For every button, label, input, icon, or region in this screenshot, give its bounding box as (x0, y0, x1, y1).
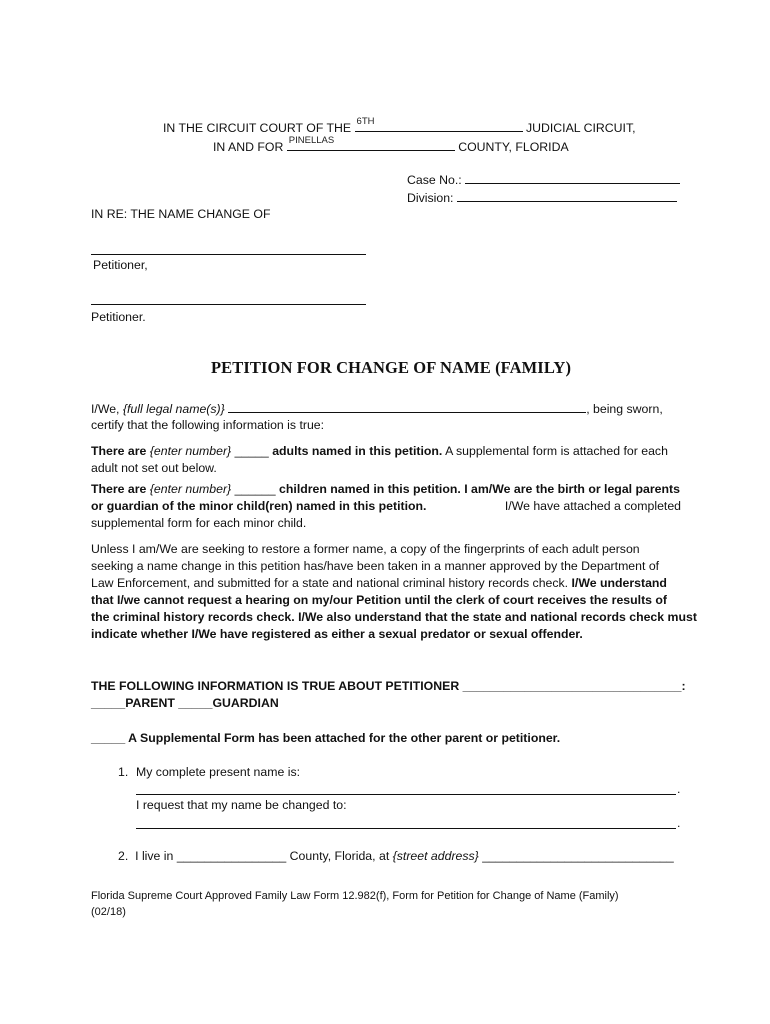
county-suffix: COUNTY, FLORIDA (458, 140, 569, 154)
children-hint: {enter number} (149, 482, 232, 496)
case-no-field[interactable] (465, 172, 680, 184)
fingerprints-line-1: Unless I am/We are seeking to restore a former name, a copy of the fingerprints of each adult person (91, 542, 640, 556)
full-legal-names-field[interactable] (228, 401, 586, 413)
adults-hint: {enter number} (149, 444, 232, 458)
division-label: Division: (407, 191, 454, 205)
circuit-field[interactable] (355, 116, 523, 132)
fingerprints-line-2: seeking a name change in this petition has/have been taken in a manner approved by the Department of (91, 559, 660, 573)
sworn-line-1 (91, 401, 663, 416)
sworn-prefix: I/We, (91, 402, 120, 416)
item2-line (118, 849, 674, 863)
requested-name-field[interactable] (136, 828, 676, 829)
division-row (407, 190, 677, 205)
children-line-2 (91, 499, 681, 513)
adults-count-field[interactable]: _____ (234, 444, 269, 458)
case-no-label: Case No.: (407, 173, 462, 187)
adults-line-2: adult not set out below. (91, 461, 217, 475)
item2-middle: County, Florida, at (289, 849, 390, 863)
fingerprints-l3-bold: I/We understand (571, 576, 667, 590)
fingerprints-line-4: that I/we cannot request a hearing on my/our Petition until the clerk of court receives the results of (91, 593, 668, 607)
item1-number: 1. (118, 765, 129, 779)
children-bold-tail: children named in this petition. I am/We are the birth or legal parents (279, 482, 680, 496)
adults-bold-tail: adults named in this petition. (272, 444, 443, 458)
following-info-line-1: THE FOLLOWING INFORMATION IS TRUE ABOUT PETITIONER ________________________________: (91, 679, 686, 693)
circuit-value: 6TH (356, 116, 375, 127)
sworn-line-2: certify that the following information is true: (91, 418, 325, 432)
court-prefix: IN THE CIRCUIT COURT OF THE (163, 121, 352, 135)
children-there-are: There are (91, 482, 147, 496)
request-label: I request that my name be changed to: (136, 798, 347, 812)
case-no-row (407, 172, 680, 187)
present-name-period: . (677, 782, 681, 796)
petitioner1-name-field[interactable] (91, 254, 366, 255)
item2-hint: {street address} (392, 849, 479, 863)
sworn-suffix: , being sworn, (586, 402, 663, 416)
fingerprints-l3-plain: Law Enforcement, and submitted for a state and national criminal history records check. (91, 576, 569, 590)
petitioner1-label: Petitioner, (93, 258, 148, 272)
children-line2-rest: I/We have attached a completed (504, 499, 681, 513)
item1-label: My complete present name is: (136, 765, 301, 779)
page-title: PETITION FOR CHANGE OF NAME (FAMILY) (211, 358, 572, 377)
footer-form-citation: Florida Supreme Court Approved Family Law Form 12.982(f), Form for Petition for Change of Name (Family) (91, 890, 619, 902)
fingerprints-line-3 (91, 576, 667, 590)
supplemental-form-line[interactable]: _____ A Supplemental Form has been attached for the other parent or petitioner. (91, 731, 561, 745)
fingerprints-line-6: indicate whether I/We have registered as either a sexual predator or sexual offender. (91, 627, 583, 641)
county-value: PINELLAS (288, 135, 335, 146)
adults-rest: A supplemental form is attached for each (445, 444, 668, 458)
children-line2-bold: or guardian of the minor child(ren) named in this petition. (91, 499, 427, 513)
item2-prefix: I live in (135, 849, 174, 863)
children-line-1 (91, 482, 680, 496)
sworn-hint: {full legal name(s)} (122, 402, 225, 416)
court-line-1 (163, 116, 636, 135)
adults-there-are: There are (91, 444, 147, 458)
fingerprints-line-5: the criminal history records check. I/We also understand that the state and national records check must (91, 610, 697, 624)
footer-form-date: (02/18) (91, 906, 126, 918)
in-re-label: IN RE: THE NAME CHANGE OF (91, 207, 271, 221)
children-count-field[interactable]: ______ (234, 482, 276, 496)
requested-name-period: . (677, 816, 681, 830)
court-suffix: JUDICIAL CIRCUIT, (525, 121, 636, 135)
county-field[interactable] (287, 135, 455, 151)
county-prefix: IN AND FOR (213, 140, 284, 154)
following-info-line-2[interactable]: _____PARENT _____GUARDIAN (91, 696, 279, 710)
street-address-field[interactable]: ____________________________ (482, 849, 674, 863)
present-name-field[interactable] (136, 794, 676, 795)
petitioner2-label: Petitioner. (91, 310, 146, 324)
court-line-2 (213, 135, 569, 154)
county-of-residence-field[interactable]: ________________ (176, 849, 287, 863)
adults-line-1 (91, 444, 668, 458)
division-field[interactable] (457, 190, 677, 202)
petitioner2-name-field[interactable] (91, 304, 366, 305)
children-line-3: supplemental form for each minor child. (91, 516, 307, 530)
item2-number: 2. (118, 849, 129, 863)
